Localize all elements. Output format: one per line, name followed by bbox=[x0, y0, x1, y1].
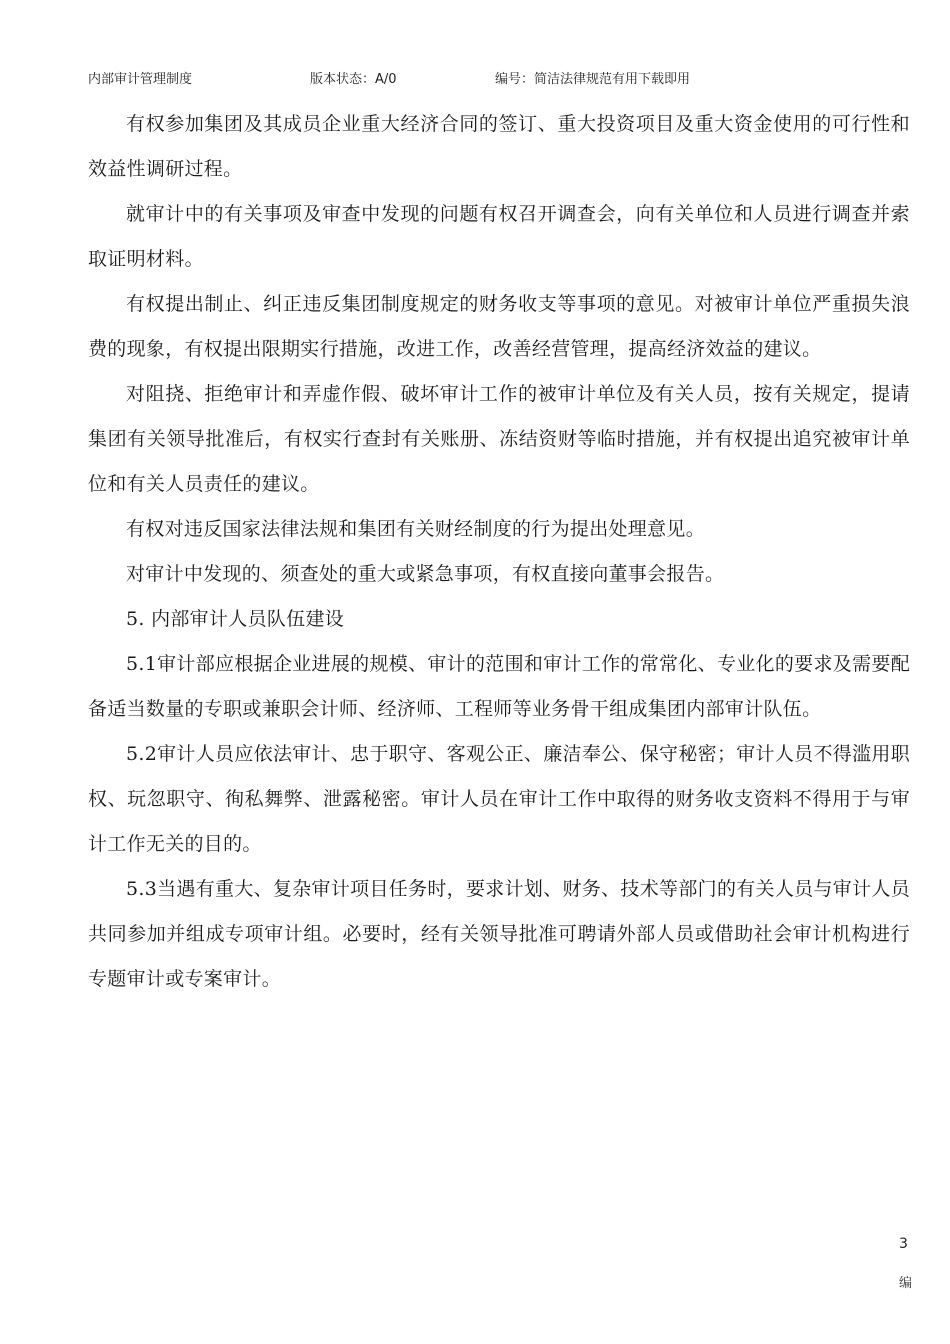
document-title: 内部审计管理制度 bbox=[88, 72, 193, 87]
footer-mark: 编 bbox=[899, 1276, 913, 1291]
paragraph-temporary-measures: 对阻挠、拒绝审计和弄虚作假、破坏审计工作的被审计单位及有关人员，按有关规定，提请集团有关领导批准后，有权实行查封有关账册、冻结资财等临时措施，并有权提出追究被审计单位和有关人员责任的建议。 bbox=[88, 383, 910, 495]
paragraph-contract-review: 有权参加集团及其成员企业重大经济合同的签订、重大投资项目及重大资金使用的可行性和效益性调研过程。 bbox=[88, 113, 910, 180]
page-header bbox=[88, 70, 888, 90]
version-status: 版本状态：A/0 bbox=[310, 72, 397, 87]
document-body bbox=[88, 102, 910, 1002]
paragraph-5-1: 5.1审计部应根据企业进展的规模、审计的范围和审计工作的常常化、专业化的要求及需要配备适当数量的专职或兼职会计师、经济师、工程师等业务骨干组成集团内部审计队伍。 bbox=[88, 653, 910, 720]
paragraph-investigation-meeting: 就审计中的有关事项及审查中发现的问题有权召开调查会，向有关单位和人员进行调查并索取证明材料。 bbox=[88, 203, 910, 270]
paragraph-handling-opinions: 有权对违反国家法律法规和集团有关财经制度的行为提出处理意见。 bbox=[126, 518, 706, 540]
section-heading: 5. 内部审计人员队伍建设 bbox=[126, 608, 345, 630]
paragraph-5-3: 5.3当遇有重大、复杂审计项目任务时，要求计划、财务、技术等部门的有关人员与审计人员共同参加并组成专项审计组。必要时，经有关领导批准可聘请外部人员或借助社会审计机构进行专题审计或专案审计。 bbox=[88, 878, 910, 990]
paragraph-stop-violations: 有权提出制止、纠正违反集团制度规定的财务收支等事项的意见。对被审计单位严重损失浪费的现象，有权提出限期实行措施，改进工作，改善经营管理，提高经济效益的建议。 bbox=[88, 293, 910, 360]
page-number: 3 bbox=[899, 1236, 908, 1252]
paragraph-5-2: 5.2审计人员应依法审计、忠于职守、客观公正、廉洁奉公、保守秘密；审计人员不得滥用职权、玩忽职守、徇私舞弊、泄露秘密。审计人员在审计工作中取得的财务收支资料不得用于与审计工作无关的目的。 bbox=[88, 743, 910, 855]
document-code: 编号：简洁法律规范有用下载即用 bbox=[495, 72, 691, 87]
paragraph-report-board: 对审计中发现的、须查处的重大或紧急事项，有权直接向董事会报告。 bbox=[126, 563, 725, 585]
